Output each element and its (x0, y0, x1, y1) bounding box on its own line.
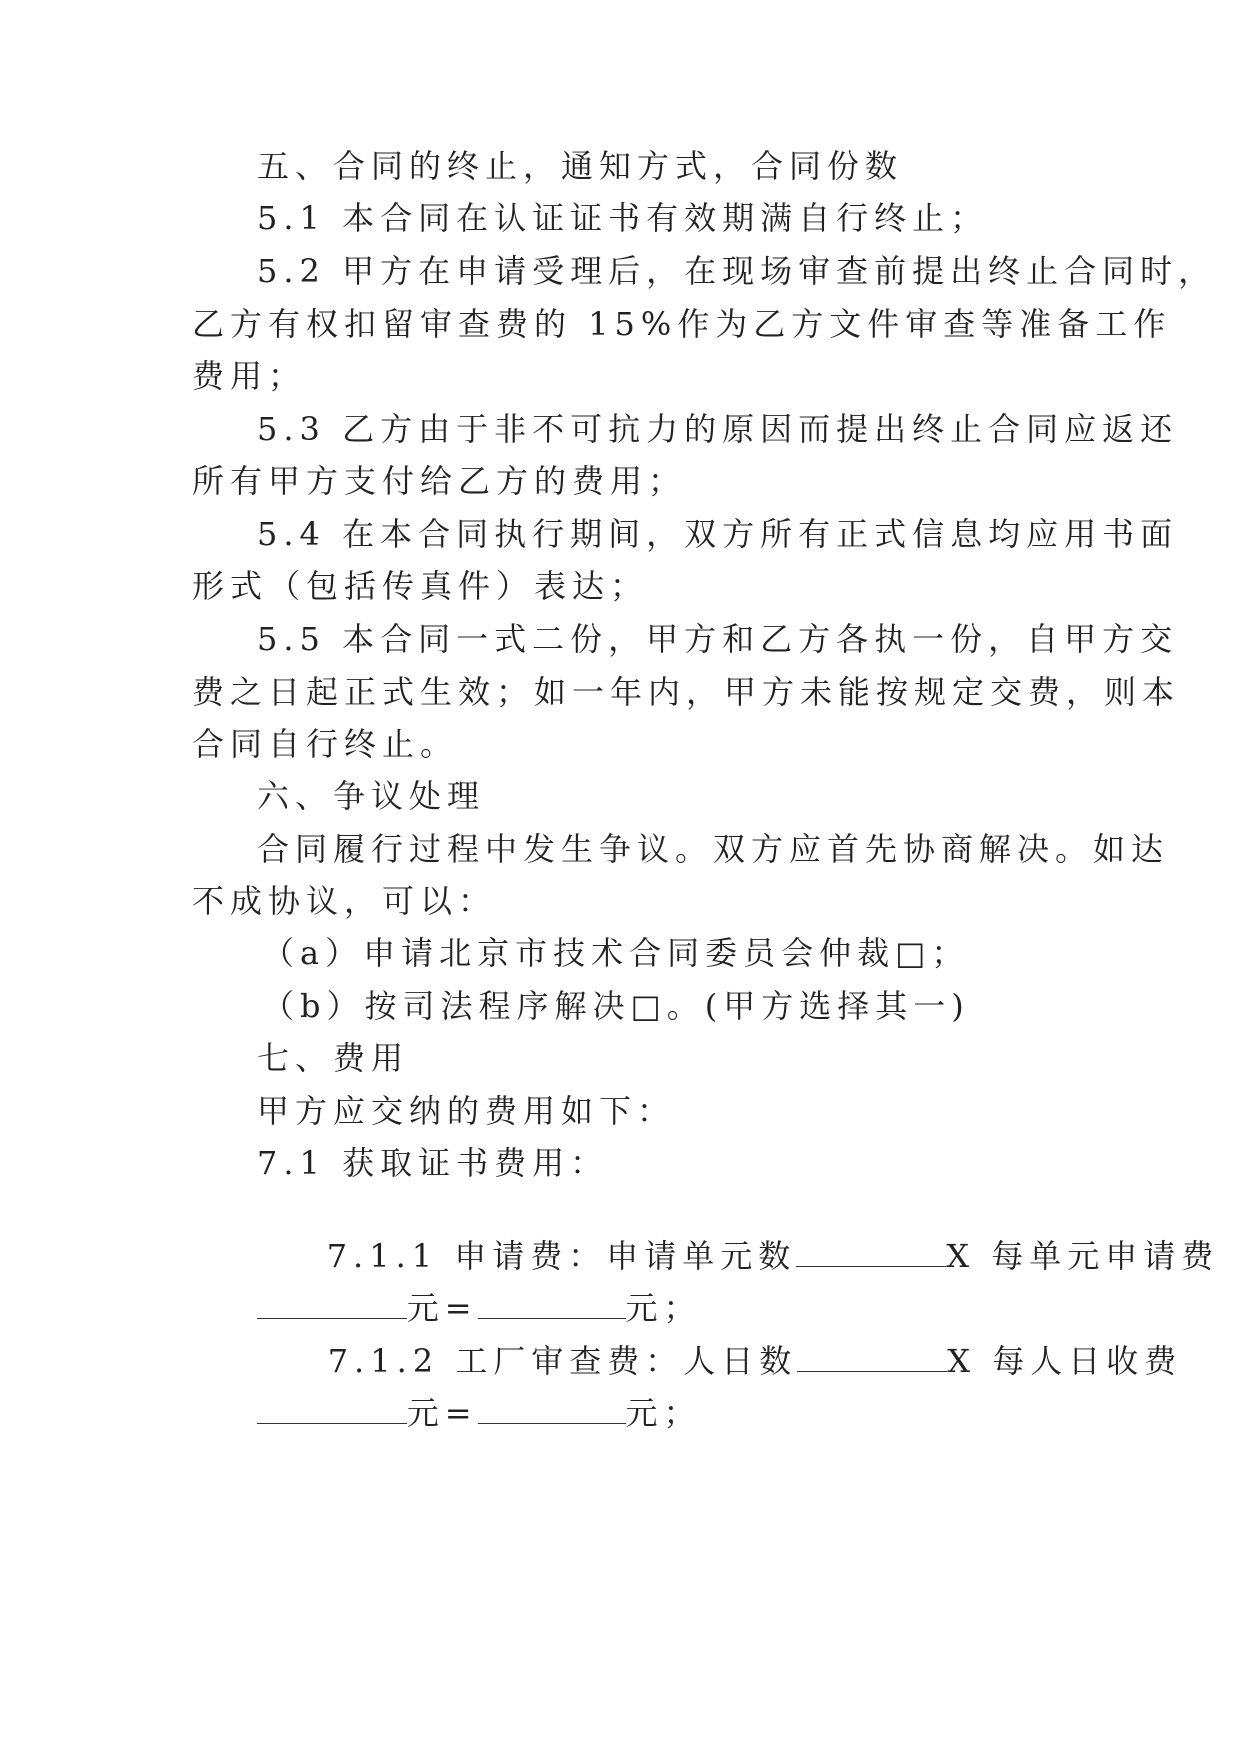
clause-5-2-line-1: 5.2 甲方在申请受理后，在现场审查前提出终止合同时， (257, 252, 1217, 290)
section-heading-termination: 五、合同的终止，通知方式，合同份数 (257, 147, 904, 185)
disputes-text-line-1: 合同履行过程中发生争议。双方应首先协商解决。如达 (257, 830, 1170, 868)
currency-unit-label: 元； (625, 1289, 702, 1327)
clause-5-3-line-1: 5.3 乙方由于非不可抗力的原因而提出终止合同应返还 (257, 410, 1179, 448)
clause-5-4-line-2: 形式（包括传真件）表达； (192, 567, 649, 605)
clause-5-5-line-1: 5.5 本合同一式二份，甲方和乙方各执一份，自甲方交 (257, 620, 1179, 658)
per-day-fee-blank[interactable] (257, 1393, 407, 1424)
audit-fee-label: 7.1.2 工厂审查费：人日数 (327, 1342, 798, 1380)
clause-7-1: 7.1 获取证书费用： (257, 1144, 609, 1182)
clause-7-1-2-line-2 (0, 1353, 1241, 1432)
disputes-text-line-2: 不成协议，可以： (192, 882, 497, 920)
equals-label: 元= (406, 1394, 478, 1432)
clause-5-5-line-3: 合同自行终止。 (192, 725, 459, 763)
dispute-option-b: （b）按司法程序解决□。(甲方选择其一) (262, 987, 970, 1025)
audit-fee-total-blank[interactable] (478, 1393, 626, 1424)
per-unit-fee-label: X 每单元申请费 (946, 1237, 1220, 1275)
clause-5-2-line-2: 乙方有权扣留审查费的 15%作为乙方文件审查等准备工作 (192, 305, 1172, 343)
currency-unit-label: 元； (625, 1394, 702, 1432)
equals-label: 元= (406, 1289, 478, 1327)
clause-7-1-2-line-1 (0, 1301, 1241, 1380)
clause-5-4-line-1: 5.4 在本合同执行期间，双方所有正式信息均应用书面 (257, 515, 1179, 553)
clause-5-2-line-3: 费用； (192, 357, 307, 395)
application-fee-label: 7.1.1 申请费：申请单元数 (326, 1237, 797, 1275)
clause-5-5-line-2: 费之日起正式生效；如一年内，甲方未能按规定交费，则本 (192, 673, 1181, 711)
section-heading-disputes: 六、争议处理 (257, 777, 486, 815)
clause-7-1-1-line-1 (0, 1196, 1241, 1275)
dispute-option-a: （a）申请北京市技术合同委员会仲裁□； (262, 934, 970, 972)
clause-7-1-1-line-2 (0, 1248, 1241, 1327)
per-day-fee-label: X 每人日收费 (947, 1342, 1183, 1380)
clause-5-1: 5.1 本合同在认证证书有效期满自行终止； (257, 199, 989, 237)
fees-intro: 甲方应交纳的费用如下： (257, 1092, 676, 1130)
clause-5-3-line-2: 所有甲方支付给乙方的费用； (192, 462, 687, 500)
section-heading-fees: 七、费用 (257, 1039, 410, 1077)
